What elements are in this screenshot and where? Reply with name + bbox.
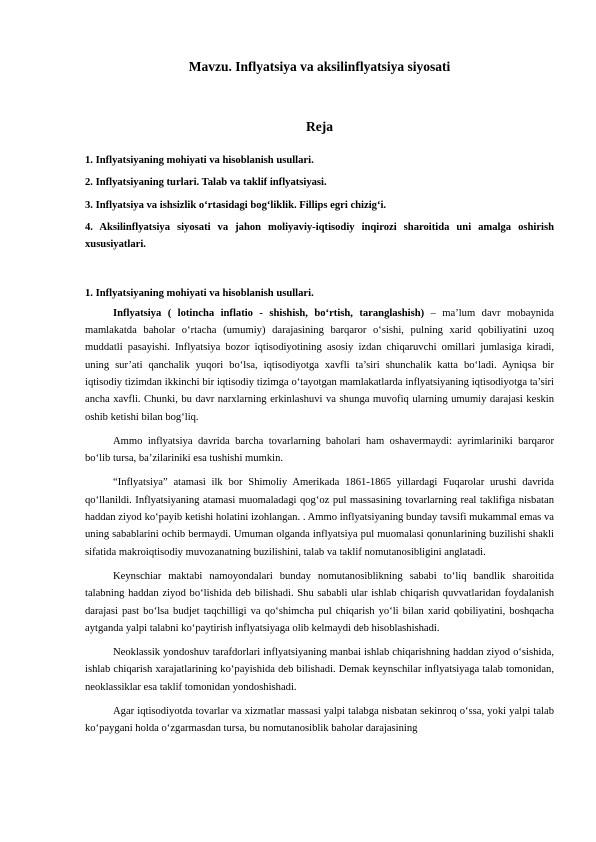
plan-item: 4. Aksilinflyatsiya siyosati va jahon moliyaviy-iqtisodiy inqirozi sharoitida uni amalga oshirish xususiyatlari.: [85, 221, 554, 251]
paragraph: Ammo inflyatsiya davrida barcha tovarlarning baholari ham oshavermaydi: ayrimlariniki barqaror bo‘lib tursa, ba’zilariniki esa tushishi mumkin.: [85, 435, 554, 465]
plan-item: 1. Inflyatsiyaning mohiyati va hisoblanish usullari.: [85, 155, 314, 166]
paragraph-text: – ma’lum davr mobaynida mamlakatda baholar o‘rtacha (umumiy) darajasining barqaror o‘sishi, pulning xarid qobiliyatini uzoq muddatli pasayishi. Inflyatsiya bozor iqtisodiyotining asosiy izdan chiqaruvchi omillari jumlasiga kiradi, uning sur’ati qanchalik yuqori bo‘lsa, iqtisodiyotga xavfli ta’siri shunchalik katta bo‘ladi. Ayniqsa bir iqtisodiy tizimdan ikkinchi bir iqtisodiy tizimga o‘tayotgan mamlakatlarda inflyatsiyaning iqtisodiyotga ta’siri ancha xavfli. Chunki, bu davr narxlarning erkinlashuvi va shunga muvofiq ularning umumiy darajasi keskin oshib ketishi bilan bog‘liq.: [85, 307, 554, 423]
paragraph: [85, 305, 554, 426]
plan-item: 3. Inflyatsiya va ishsizlik o‘rtasidagi bog‘liklik. Fillips egri chizig‘i.: [85, 199, 387, 211]
section-heading: 1. Inflyatsiyaning mohiyati va hisoblanish usullari.: [85, 288, 314, 300]
document-title: Mavzu. Inflyatsiya va aksilinflyatsiya siyosati: [188, 59, 451, 74]
paragraph: Neoklassik yondoshuv tarafdorlari inflyatsiyaning manbai ishlab chiqarishning haddan ziyod o‘sishida, ishlab chiqarish xarajatlarining ko‘payishida deb bilishadi. Demak keynschilar inflyatsiyaga talab tomonidan, neoklassiklar esa taklif tomonidan yondoshishadi.: [85, 647, 554, 693]
plan-list: [85, 152, 554, 253]
plan-heading: Reja: [306, 119, 333, 134]
paragraph: “Inflyatsiya” atamasi ilk bor Shimoliy Amerikada 1861-1865 yillardagi Fuqarolar urushi davrida qo‘llanildi. Inflyatsiyaning atamasi muomaladagi qog‘oz pul massasining tovarlarning real taklifiga nisbatan haddan ziyod ko‘payib ketishi holatini izohlangan. . Ammo inflyatsiyaning bunday tavsifi mukammal emas va uning sabablarini ochib bermaydi. Umuman olganda inflyatsiya pul muomalasi qonunlarining buzilishi shakli sifatida makroiqtisodiy muvozanatning buzilishini, talab va taklif nomutanosibligini anglatadi.: [85, 477, 554, 558]
paragraph-term: Inflyatsiya ( lotincha inflatio - shishish, bo‘rtish, taranglashish): [113, 307, 425, 319]
paragraph: Agar iqtisodiyotda tovarlar va xizmatlar massasi yalpi talabga nisbatan sekinroq o‘ssa, yoki yalpi talab ko‘paygani holda o‘zgarmasdan tursa, bu nomutanosiblik baholar darajasining: [85, 706, 554, 735]
paragraph: Keynschiar maktabi namoyondalari bunday nomutanosiblikning sababi to‘liq bandlik sharoitida talabning haddan ziyod bo‘lishida deb bilishadi. Shu sababli ular ishlab chiqarish quvvatlaridan foydalanish darajasi past bo‘lsa budjet taqchilligi va qo‘shimcha pul chiqarish yo‘li bilan xarid qobiliyatini, boshqacha aytganda yalpi talabni ko‘paytirish inflyatsiyaga olib kelmaydi deb hisoblashishadi.: [85, 570, 554, 634]
plan-item: 2. Inflyatsiyaning turlari. Talab va taklif inflyatsiyasi.: [85, 177, 327, 189]
